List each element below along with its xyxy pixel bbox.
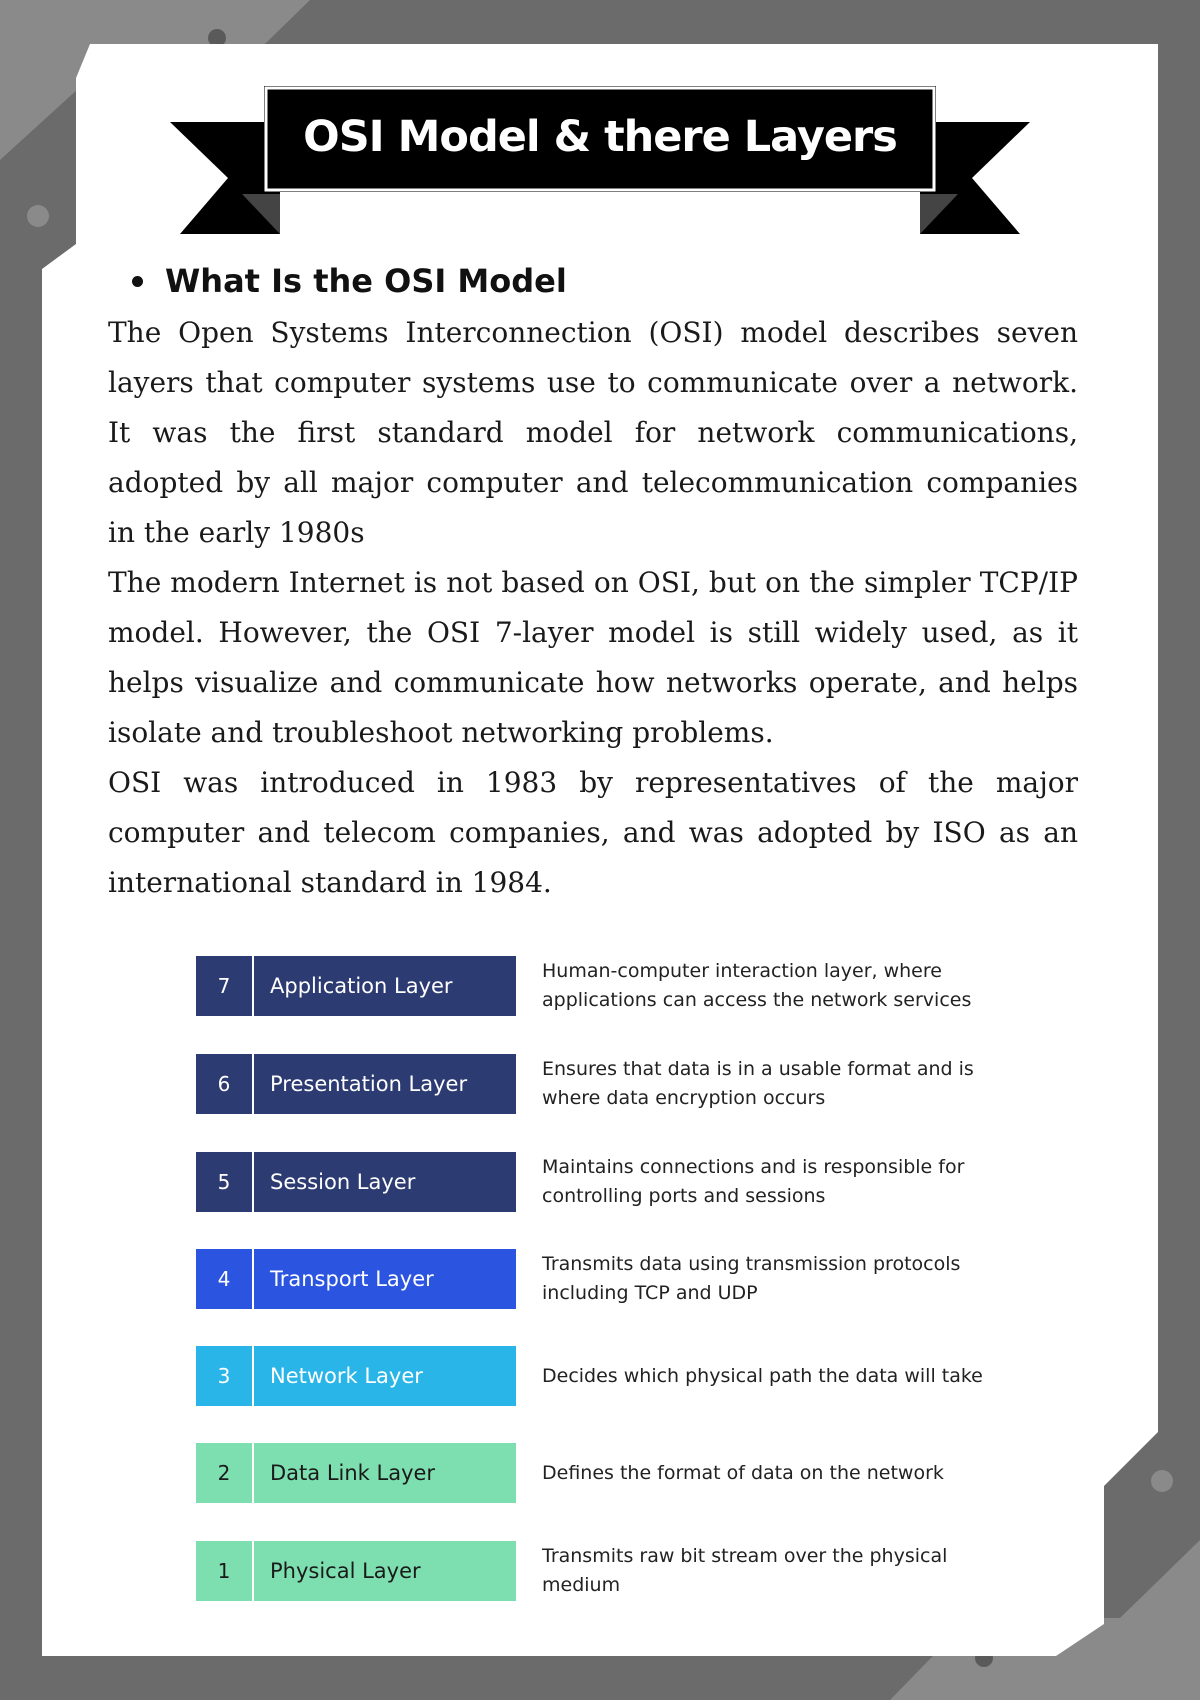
paragraph: The modern Internet is not based on OSI, but on the simpler TCP/IP model. However, the OSI 7-layer model is still widely used, as it helps visualize and communicate how networks operate, and helps isolate and troubleshoot networking problems. xyxy=(108,566,1078,749)
layer-row xyxy=(196,1249,1016,1309)
layer-row xyxy=(196,956,1016,1016)
layer-name: Network Layer xyxy=(254,1346,516,1406)
layer-description: Maintains connections and is responsible for controlling ports and sessions xyxy=(542,1156,965,1207)
layer-number: 7 xyxy=(196,956,252,1016)
layer-row xyxy=(196,1054,1016,1114)
layer-number: 3 xyxy=(196,1346,252,1406)
layer-row xyxy=(196,1541,1016,1601)
layer-number: 4 xyxy=(196,1249,252,1309)
layer-number: 1 xyxy=(196,1541,252,1601)
layer-description: Transmits data using transmission protocols including TCP and UDP xyxy=(542,1253,961,1304)
bullet-icon xyxy=(132,276,143,287)
layer-row xyxy=(196,1152,1016,1212)
layer-description: Human-computer interaction layer, where applications can access the network services xyxy=(542,960,972,1011)
layer-name: Session Layer xyxy=(254,1152,516,1212)
layer-description: Decides which physical path the data will take xyxy=(542,1364,983,1387)
layer-name: Application Layer xyxy=(254,956,516,1016)
layer-name: Data Link Layer xyxy=(254,1443,516,1503)
layer-description: Ensures that data is in a usable format and is where data encryption occurs xyxy=(542,1058,974,1109)
layer-description: Defines the format of data on the network xyxy=(542,1461,944,1484)
layer-description: Transmits raw bit stream over the physical medium xyxy=(542,1545,948,1596)
layer-name: Presentation Layer xyxy=(254,1054,516,1114)
section-heading-text: What Is the OSI Model xyxy=(165,262,567,300)
paragraph: The Open Systems Interconnection (OSI) model describes seven layers that computer systems use to communicate over a network. It was the first standard model for network communications, adopted by all major computer and telecommunication companies in the early 1980s xyxy=(108,316,1078,549)
layer-row xyxy=(196,1346,1016,1406)
page-title: OSI Model & there Layers xyxy=(303,112,897,162)
paragraph: OSI was introduced in 1983 by representatives of the major computer and telecom companies, and was adopted by ISO as an international standard in 1984. xyxy=(108,766,1078,899)
layer-number: 2 xyxy=(196,1443,252,1503)
layer-number: 6 xyxy=(196,1054,252,1114)
layer-row xyxy=(196,1443,1016,1503)
body-text xyxy=(108,308,1078,908)
section-heading xyxy=(132,262,567,300)
layer-number: 5 xyxy=(196,1152,252,1212)
layer-name: Physical Layer xyxy=(254,1541,516,1601)
layer-name: Transport Layer xyxy=(254,1249,516,1309)
